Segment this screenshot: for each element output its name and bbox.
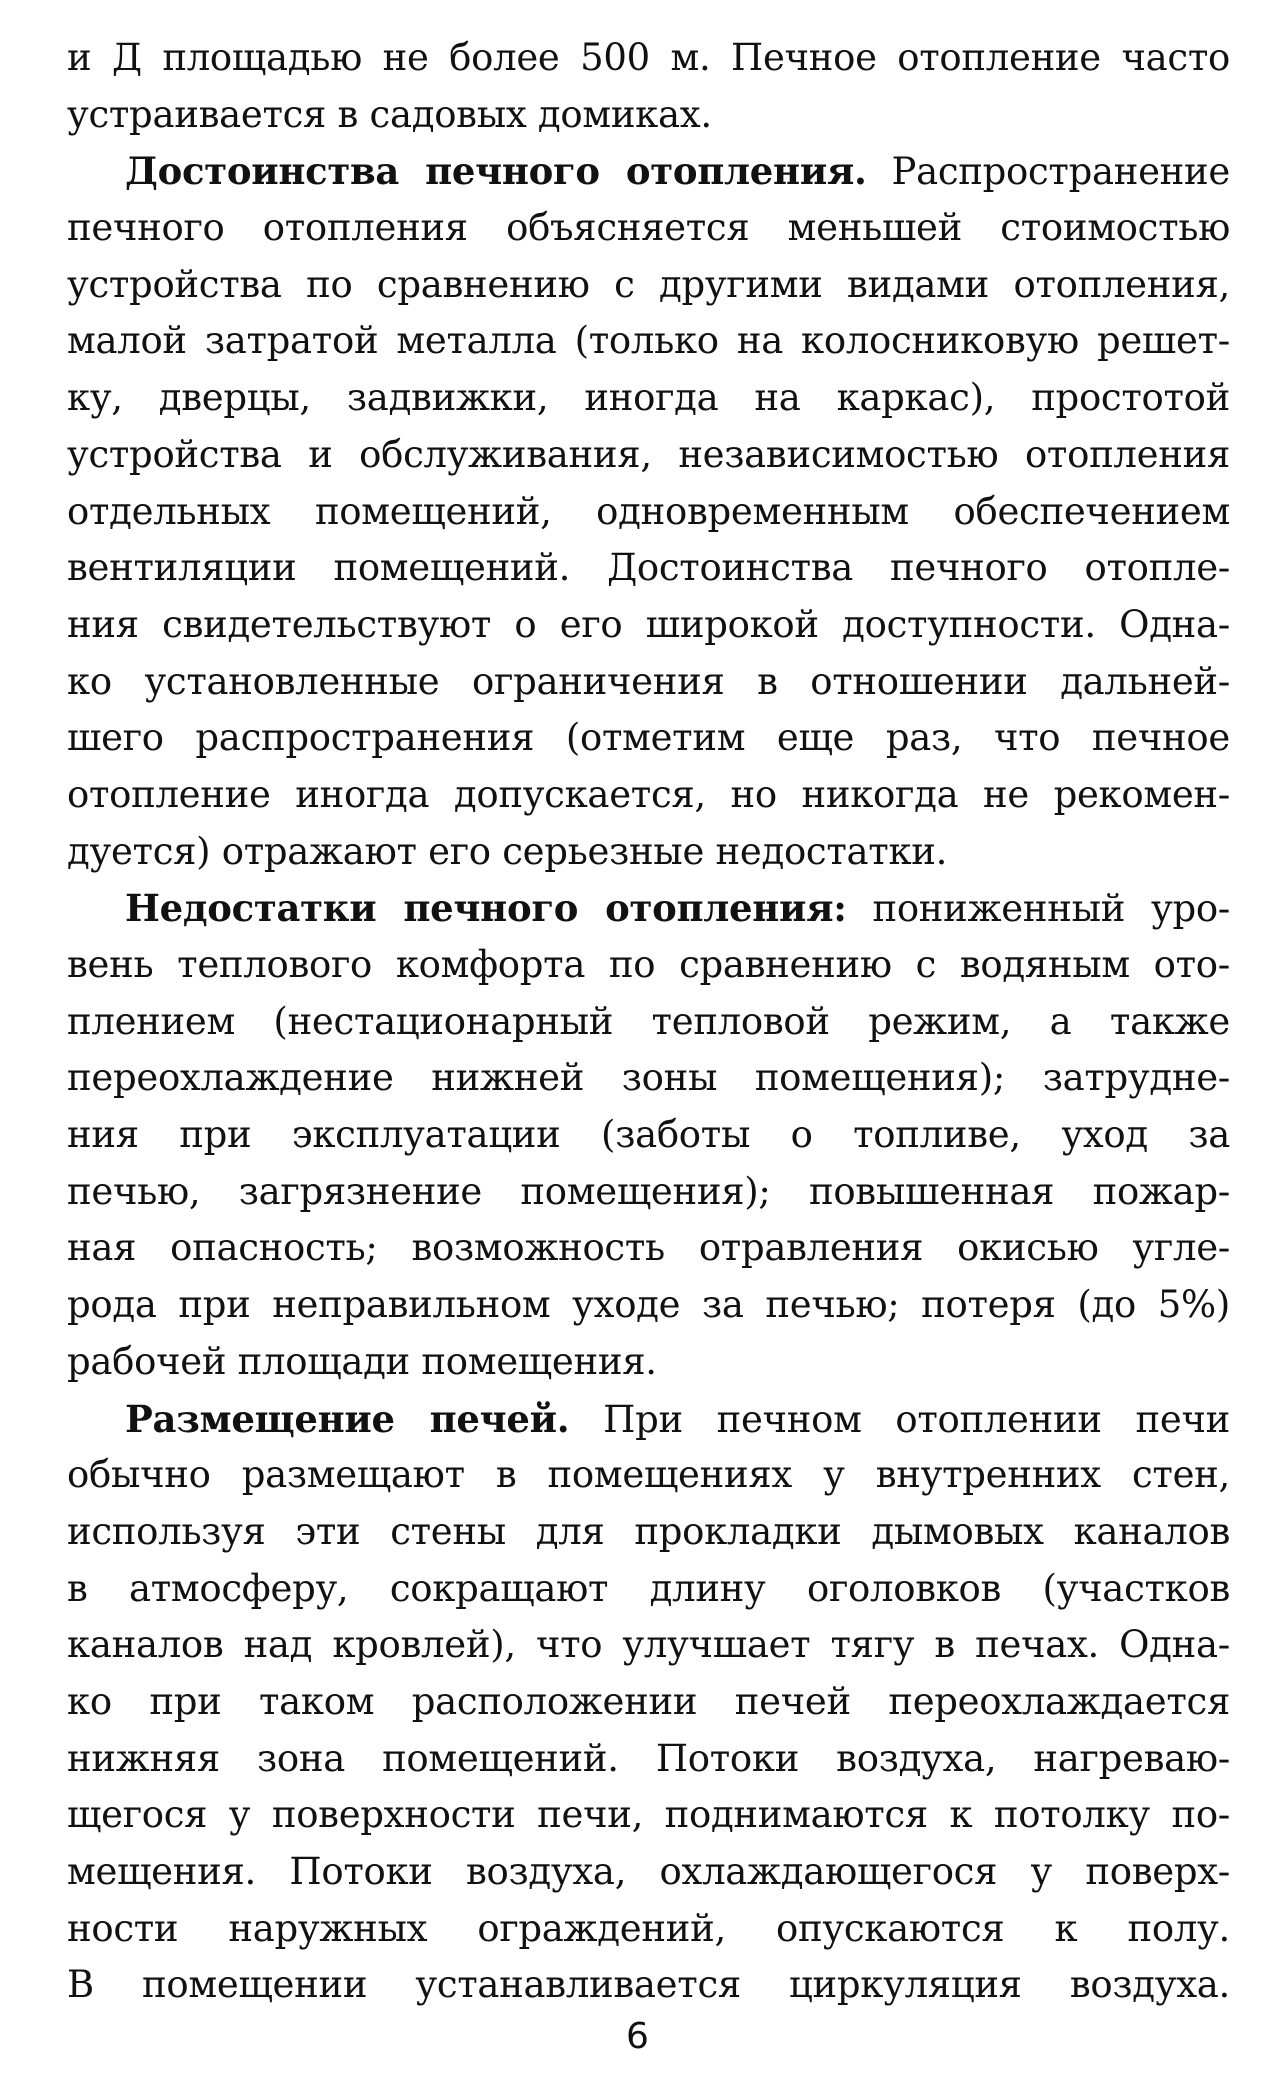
paragraph-disadvantages [67, 880, 1230, 1390]
text-line: устраивается в садовых домиках. [67, 92, 712, 136]
text-line: отдельных помещений, одновременным обеспечением [67, 489, 1230, 533]
text-line: отопление иногда допускается, но никогда не рекомен- [67, 772, 1230, 816]
text-line: плением (нестационарный тепловой режим, а также [67, 999, 1230, 1043]
page-body [67, 30, 1230, 2014]
section-heading-disadvantages: Недостатки печного отопления: [125, 886, 847, 931]
text-line: и Д площадью не более 500 м. Печное отопление часто [67, 36, 1230, 79]
text-line: устройства по сравнению с другими видами отопления, [67, 262, 1230, 306]
paragraph-advantages [67, 143, 1230, 880]
text-line: устройства и обслуживания, независимостью отопления [67, 432, 1230, 476]
text-line: ко установленные ограничения в отношении дальней- [67, 659, 1230, 703]
text-line [67, 143, 1230, 200]
text-line: обычно размещают в помещениях у внутренних стен, [67, 1453, 1230, 1497]
text-line: используя эти стены для прокладки дымовых каналов [67, 1509, 1230, 1553]
text-fragment: При печном отоплении печи [569, 1397, 1230, 1441]
text-line: ности наружных ограждений, опускаются к полу. [67, 1906, 1230, 1950]
text-line: мещения. Потоки воздуха, охлаждающегося у поверх- [67, 1850, 1230, 1893]
text-line: печного отопления объясняется меньшей стоимостью [67, 206, 1230, 250]
paragraph-intro [67, 30, 1230, 143]
page-number: 6 [626, 2016, 649, 2057]
text-line [67, 880, 1230, 937]
section-heading-placement: Размещение печей. [125, 1396, 570, 1441]
text-line: ния свидетельствуют о его широкой доступности. Одна- [67, 602, 1230, 646]
text-line: ку, дверцы, задвижки, иногда на каркас), простотой [67, 376, 1230, 420]
paragraph-placement [67, 1391, 1230, 2015]
text-line: нижняя зона помещений. Потоки воздуха, нагреваю- [67, 1736, 1230, 1780]
text-line: ния при эксплуатации (заботы о топливе, уход за [67, 1113, 1230, 1157]
text-line: В помещении устанавливается циркуляция воздуха. [67, 1963, 1230, 2007]
text-line [67, 1391, 1230, 1448]
text-line: в атмосферу, сокращают длину оголовков (участков [67, 1566, 1230, 1610]
text-line: переохлаждение нижней зоны помещения); затрудне- [67, 1056, 1230, 1100]
text-line: вентиляции помещений. Достоинства печного отопле- [67, 546, 1230, 590]
text-fragment: пониженный уро- [846, 887, 1231, 931]
section-heading-advantages: Достоинства печного отопления. [125, 149, 867, 194]
text-line: ко при таком расположении печей переохлаждается [67, 1679, 1230, 1723]
text-line: щегося у поверхности печи, поднимаются к потолку по- [67, 1793, 1230, 1837]
text-fragment: Распространение [866, 150, 1230, 194]
text-line: каналов над кровлей), что улучшает тягу в печах. Одна- [67, 1623, 1230, 1667]
text-line: рабочей площади помещения. [67, 1339, 657, 1383]
text-line: шего распространения (отметим еще раз, что печное [67, 716, 1230, 760]
text-line: рода при неправильном уходе за печью; потеря (до 5%) [67, 1283, 1230, 1327]
text-line: малой затратой металла (только на колосниковую решет- [67, 319, 1230, 363]
text-line: вень теплового комфорта по сравнению с водяным ото- [67, 943, 1230, 986]
text-line: дуется) отражают его серьезные недостатки. [67, 829, 948, 873]
text-line: ная опасность; возможность отравления окисью угле- [67, 1226, 1230, 1270]
text-line: печью, загрязнение помещения); повышенная пожар- [67, 1169, 1230, 1213]
